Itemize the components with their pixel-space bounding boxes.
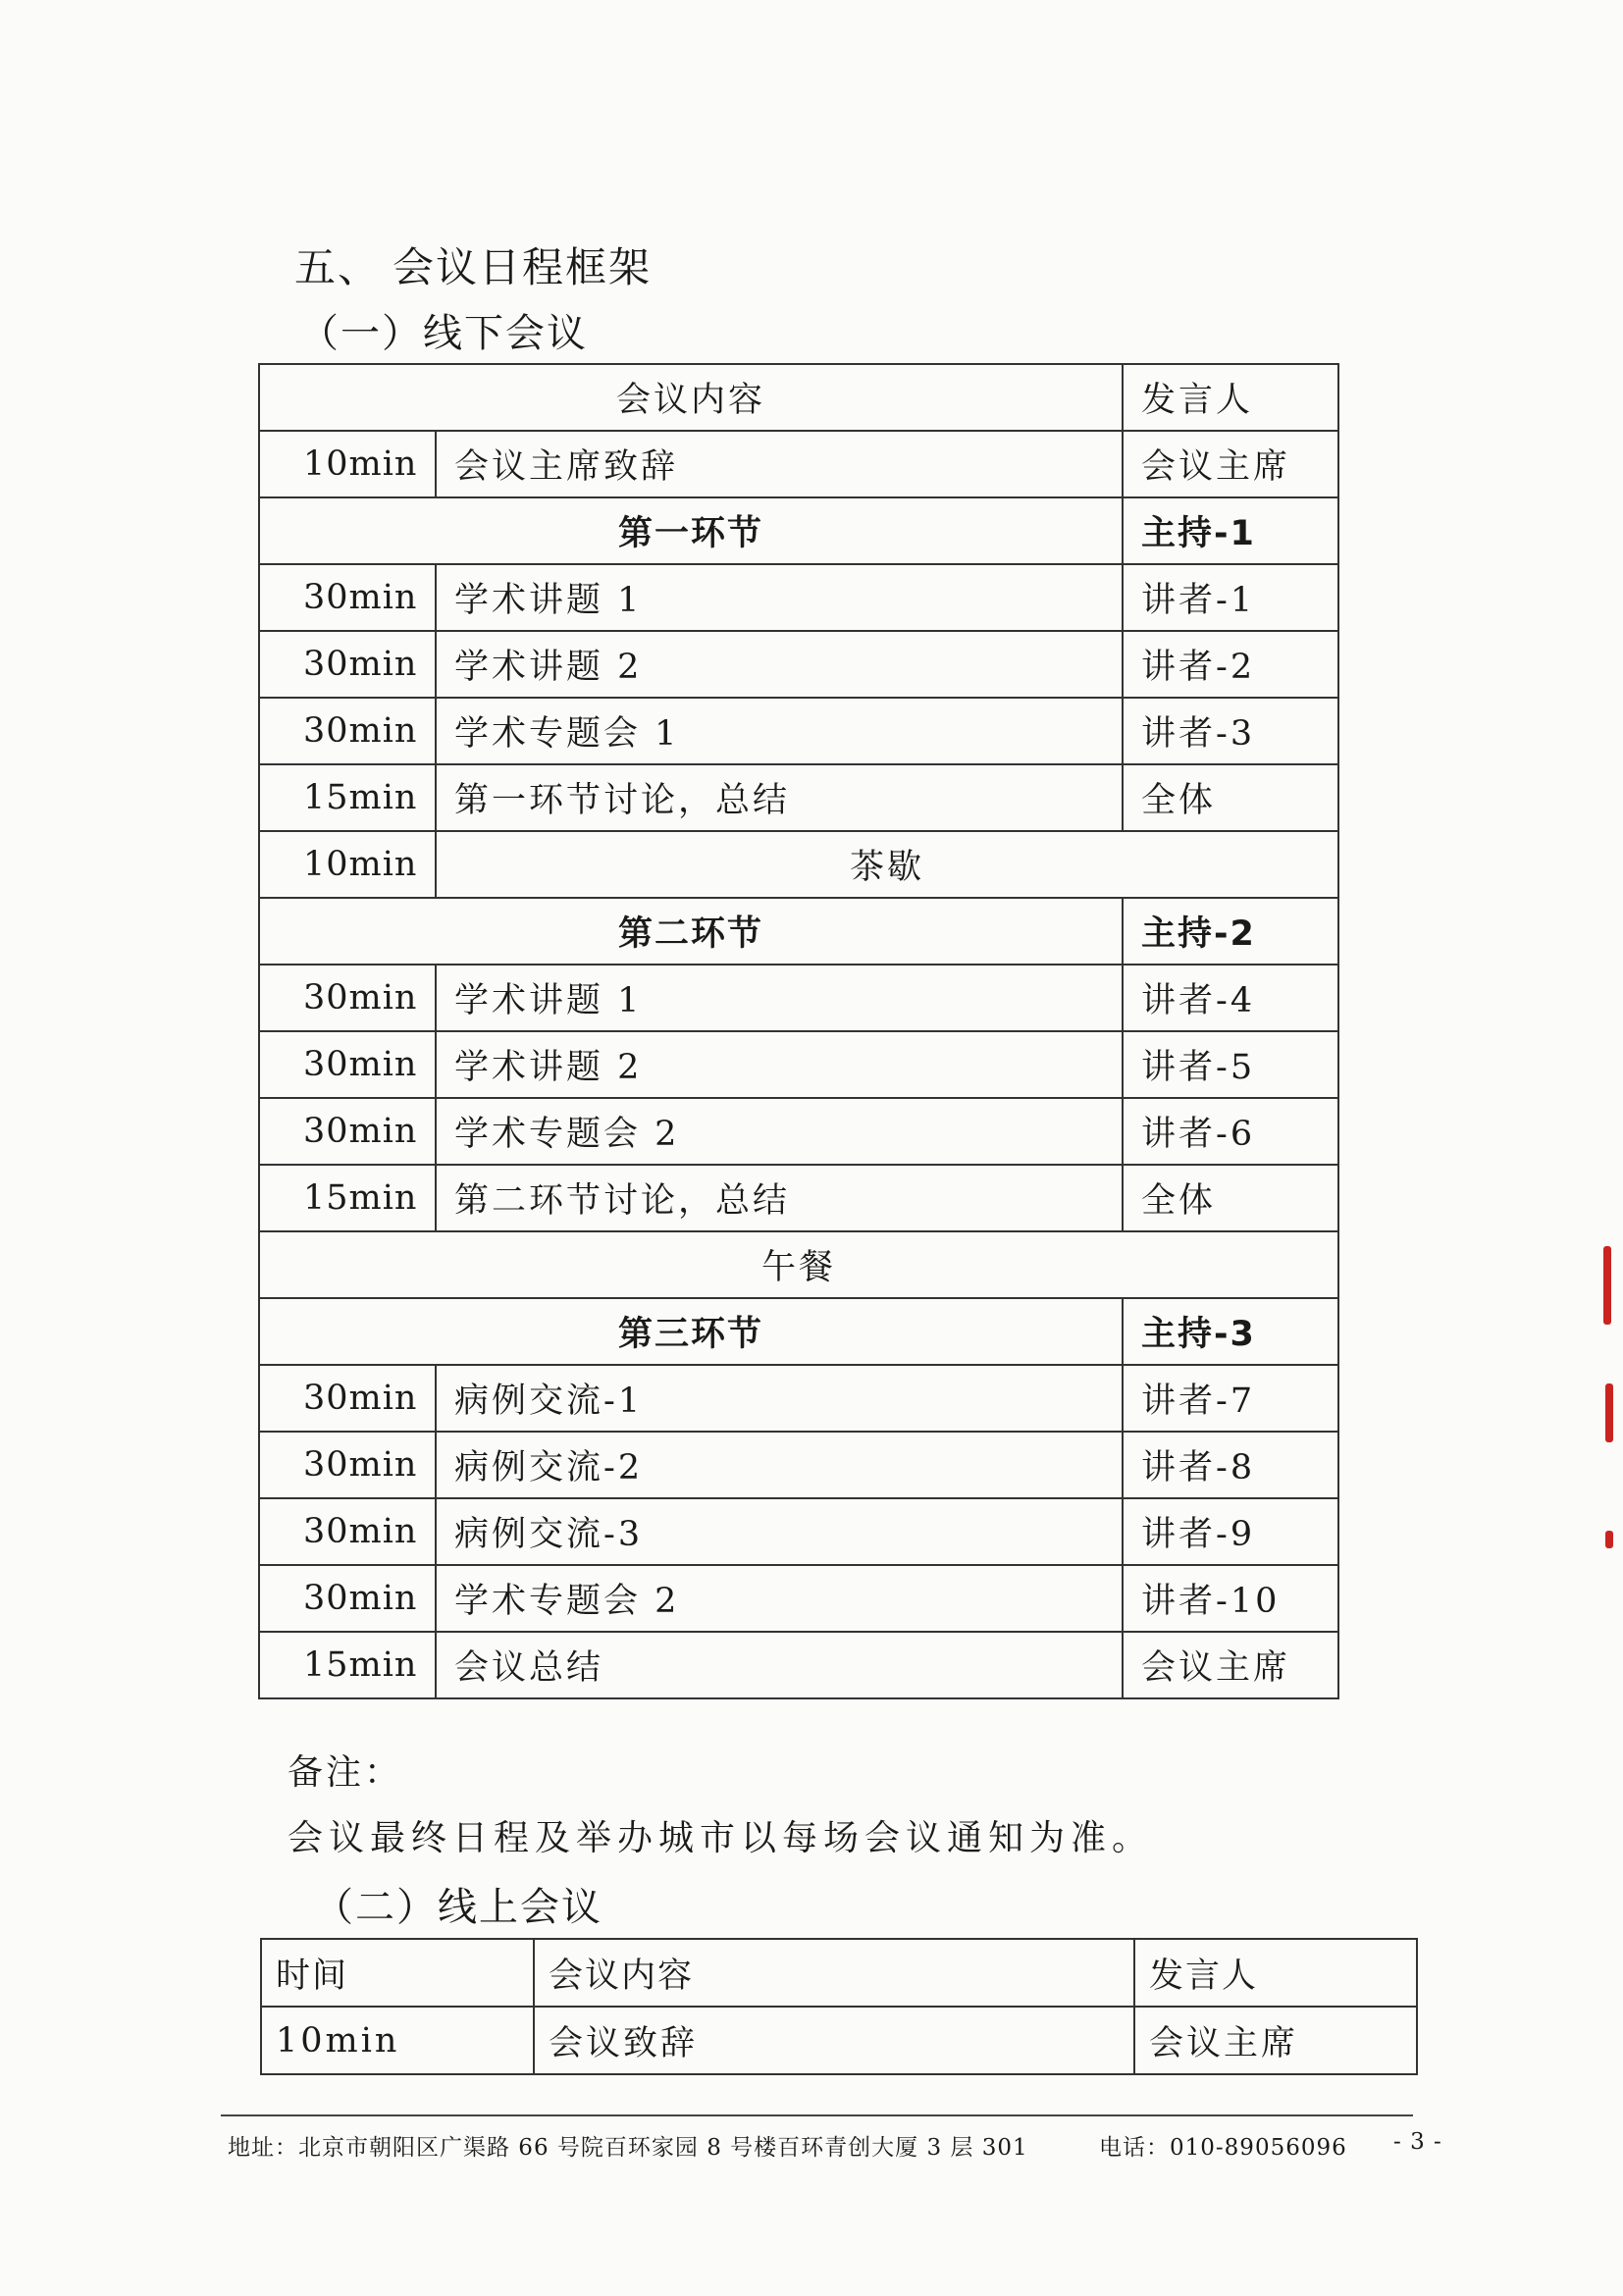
footer-phone: 电话：010-89056096 xyxy=(1099,2135,1347,2161)
time-cell: 30min xyxy=(259,1432,436,1498)
speaker-cell: 讲者-8 xyxy=(1123,1432,1338,1498)
speaker-cell: 讲者-7 xyxy=(1123,1365,1338,1432)
remarks-label: 备注： xyxy=(288,1752,403,1793)
content-cell: 病例交流-3 xyxy=(436,1498,1123,1565)
item-row xyxy=(259,631,1338,698)
full-row xyxy=(259,1231,1338,1298)
content-cell: 学术专题会 1 xyxy=(436,698,1123,764)
speaker-cell: 讲者-5 xyxy=(1123,1031,1338,1098)
footer-rule xyxy=(221,2114,1413,2116)
time-cell: 30min xyxy=(259,1098,436,1165)
content-cell: 学术讲题 2 xyxy=(436,1031,1123,1098)
item-row xyxy=(259,431,1338,497)
content-cell: 第一环节讨论，总结 xyxy=(436,764,1123,831)
remarks-text: 会议最终日程及举办城市以每场会议通知为准。 xyxy=(288,1818,1154,1858)
time-cell: 30min xyxy=(259,698,436,764)
content-cell: 学术讲题 1 xyxy=(436,564,1123,631)
time-cell: 10min xyxy=(261,2007,534,2074)
seal-edge-mark xyxy=(1603,1246,1611,1325)
session-title: 第三环节 xyxy=(259,1298,1123,1365)
session-title: 第一环节 xyxy=(259,497,1123,564)
speaker-cell: 全体 xyxy=(1123,764,1338,831)
item-row xyxy=(259,1498,1338,1565)
time-cell: 30min xyxy=(259,1365,436,1432)
online-schedule-table xyxy=(260,1938,1418,2075)
offline-schedule-table xyxy=(258,363,1339,1699)
time-cell: 30min xyxy=(259,1031,436,1098)
content-cell: 学术专题会 2 xyxy=(436,1098,1123,1165)
content-cell: 会议致辞 xyxy=(534,2007,1134,2074)
speaker-cell: 讲者-6 xyxy=(1123,1098,1338,1165)
seal-edge-mark xyxy=(1605,1383,1613,1442)
speaker-cell: 讲者-4 xyxy=(1123,965,1338,1031)
break-row xyxy=(259,831,1338,898)
break-cell: 茶歇 xyxy=(436,831,1338,898)
item-row xyxy=(259,1565,1338,1632)
header-row xyxy=(259,364,1338,431)
time-cell: 30min xyxy=(259,631,436,698)
speaker-cell: 会议主席 xyxy=(1134,2007,1417,2074)
time-cell: 15min xyxy=(259,764,436,831)
speaker-cell: 讲者-3 xyxy=(1123,698,1338,764)
item-row xyxy=(259,1165,1338,1231)
item-row xyxy=(259,1031,1338,1098)
time-cell: 10min xyxy=(259,831,436,898)
content-cell: 第二环节讨论，总结 xyxy=(436,1165,1123,1231)
content-cell: 会议总结 xyxy=(436,1632,1123,1698)
item-row xyxy=(259,965,1338,1031)
session-speaker: 主持-2 xyxy=(1123,898,1338,965)
item-row xyxy=(259,764,1338,831)
seal-edge-mark xyxy=(1605,1531,1613,1548)
time-cell: 30min xyxy=(259,1498,436,1565)
time-cell: 30min xyxy=(259,1565,436,1632)
content-cell: 学术讲题 1 xyxy=(436,965,1123,1031)
session-speaker: 主持-1 xyxy=(1123,497,1338,564)
section-title xyxy=(294,235,652,294)
time-cell: 10min xyxy=(259,431,436,497)
page-number: - 3 - xyxy=(1393,2129,1442,2155)
speaker-cell: 讲者-9 xyxy=(1123,1498,1338,1565)
content-cell: 学术专题会 2 xyxy=(436,1565,1123,1632)
session-row xyxy=(259,497,1338,564)
online-header-row xyxy=(261,1939,1417,2007)
footer-address: 地址：北京市朝阳区广渠路 66 号院百环家园 8 号楼百环青创大厦 3 层 301 xyxy=(228,2135,1028,2161)
offline-heading: （一）线下会议 xyxy=(299,311,588,356)
online-row xyxy=(261,2007,1417,2074)
online-header-content: 会议内容 xyxy=(534,1939,1134,2007)
item-row xyxy=(259,1365,1338,1432)
item-row xyxy=(259,1632,1338,1698)
session-row xyxy=(259,1298,1338,1365)
item-row xyxy=(259,698,1338,764)
online-header-time: 时间 xyxy=(261,1939,534,2007)
time-cell: 15min xyxy=(259,1632,436,1698)
header-title: 会议内容 xyxy=(259,364,1123,431)
speaker-cell: 会议主席 xyxy=(1123,1632,1338,1698)
session-row xyxy=(259,898,1338,965)
time-cell: 30min xyxy=(259,965,436,1031)
section-title-text: 会议日程框架 xyxy=(393,243,653,291)
item-row xyxy=(259,564,1338,631)
time-cell: 15min xyxy=(259,1165,436,1231)
speaker-cell: 会议主席 xyxy=(1123,431,1338,497)
section-number: 五、 xyxy=(294,243,382,291)
header-speaker: 发言人 xyxy=(1123,364,1338,431)
item-row xyxy=(259,1098,1338,1165)
content-cell: 学术讲题 2 xyxy=(436,631,1123,698)
full-row-cell: 午餐 xyxy=(259,1231,1338,1298)
session-speaker: 主持-3 xyxy=(1123,1298,1338,1365)
speaker-cell: 讲者-10 xyxy=(1123,1565,1338,1632)
content-cell: 会议主席致辞 xyxy=(436,431,1123,497)
online-heading: （二）线上会议 xyxy=(314,1885,602,1930)
online-header-speaker: 发言人 xyxy=(1134,1939,1417,2007)
speaker-cell: 讲者-2 xyxy=(1123,631,1338,698)
speaker-cell: 全体 xyxy=(1123,1165,1338,1231)
content-cell: 病例交流-2 xyxy=(436,1432,1123,1498)
content-cell: 病例交流-1 xyxy=(436,1365,1123,1432)
speaker-cell: 讲者-1 xyxy=(1123,564,1338,631)
time-cell: 30min xyxy=(259,564,436,631)
session-title: 第二环节 xyxy=(259,898,1123,965)
item-row xyxy=(259,1432,1338,1498)
